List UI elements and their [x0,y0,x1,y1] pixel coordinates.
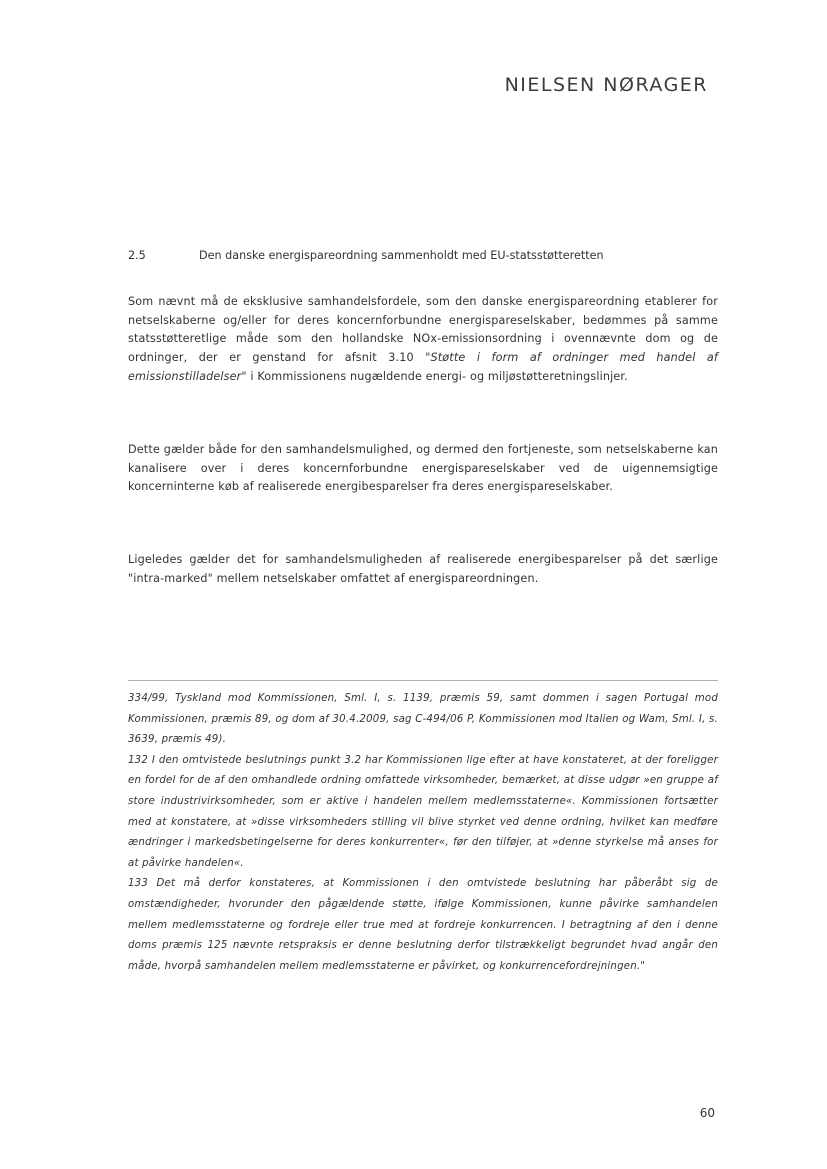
paragraph-1-text-b: " i Kommissionens nugældende energi- og miljøstøtteretningslinjer. [241,369,628,383]
section-number: 2.5 [128,249,146,262]
footnote-continuation: 334/99, Tyskland mod Kommissionen, Sml. I, s. 1139, præmis 59, samt dommen i sagen Portugal mod Kommissionen, præmis 89, og dom af 30.4.2009, sag C-494/06 P, Kommissionen mod Italien og Wam, Sml. I, s. 3639, præmis 49). [128,693,718,746]
paragraph-1-text-a: Som nævnt må de eksklusive samhandelsfordele, som den danske energispareordning etablerer for netselskaberne og/eller for deres koncernforbundne energispareselskaber, bedømmes på samme statsstøtteretlige måde som den hollandske NOx-emissionsordning i ovennævnte dom og de ordninger, der er genstand for afsnit 3.10 " [128,295,718,365]
footnote-divider [128,680,718,681]
footnote-132: 132 I den omtvistede beslutnings punkt 3.2 har Kommissionen lige efter at have konstateret, at der foreligger en fordel for de af den omhandlede ordning omfattede virksomheder, bemærket, at disse udgør »en gruppe af store industrivirksomheder, som er aktive i handelen mellem medlemsstaterne«. Kommissionen fortsætter med at konstatere, at »disse virksomheders stilling vil blive styrket ved denne ordning, hvilket kan medføre ændringer i markedsbetingelserne for deres konkurrenter«, før den tilføjer, at »denne styrkelse må anses for at påvirke handelen«. [128,754,718,869]
footnotes [128,689,718,977]
page-number: 60 [699,1106,715,1120]
body-paragraph-2: Dette gælder både for den samhandelsmulighed, og dermed den fortjeneste, som netselskaberne kan kanalisere over i deres koncernforbundne energispareselskaber ved de uigennemsigtige koncerninterne køb af realiserede energibesparelser fra deres energispareselskaber. [128,443,718,494]
body-paragraph-1 [128,293,718,387]
footnote-133: 133 Det må derfor konstateres, at Kommissionen i den omtvistede beslutning har påberåbt sig de omstændigheder, hvorunder den pågældende støtte, ifølge Kommissionen, kunne påvirke samhandelen mellem medlemsstaterne og fordreje eller true med at fordreje konkurrencen. I betragtning af den i denne doms præmis 125 nævnte retspraksis er denne beslutning derfor tilstrækkeligt begrundet hvad angår den måde, hvorpå samhandelen mellem medlemsstaterne er påvirket, og konkurrencefordrejningen." [128,878,718,972]
section-heading [128,249,728,262]
paragraph-1-italic-quote: Støtte i form af ordninger med handel af emissionstilladelser [128,351,718,383]
body-paragraph-3: Ligeledes gælder det for samhandelsmuligheden af realiserede energibesparelser på det særlige "intra-marked" mellem netselskaber omfattet af energispareordningen. [128,553,718,585]
header-brand: NIELSEN NØRAGER [504,74,708,96]
section-title: Den danske energispareordning sammenholdt med EU-statsstøtteretten [199,249,604,262]
